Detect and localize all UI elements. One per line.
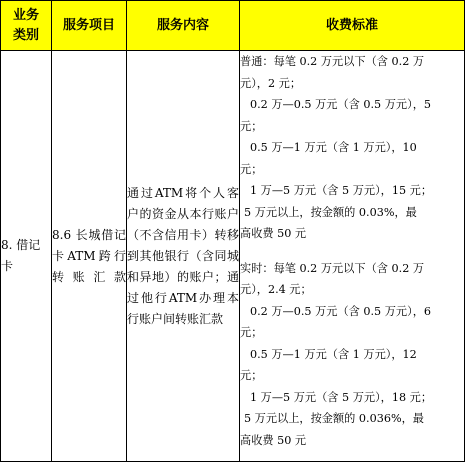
fee-realtime-line: 元； <box>240 369 263 382</box>
fee-regular-line: 普通：每笔 0.2 万元以下（含 0.2 万 <box>240 55 425 68</box>
header-item: 服务项目 <box>52 1 127 51</box>
header-category: 业务类别 <box>1 1 52 51</box>
fee-realtime-line: 元），2.4 元； <box>240 283 312 296</box>
fee-regular-line: 高收费 50 元 <box>240 227 307 240</box>
content-cell: 通过ATM将个人客户的资金从本行账户（不含信用卡）转移到其他银行（含同城和异地）的账户；通过他行ATM办理本行账户间转账汇款 <box>127 51 240 462</box>
header-fee: 收费标准 <box>240 1 465 51</box>
fee-regular-line: 元），2 元； <box>240 76 302 90</box>
header-row <box>1 1 465 51</box>
fee-regular-line: 1 万—5 万元（含 5 万元），15 元； <box>250 184 433 197</box>
section-gap <box>240 245 464 258</box>
fee-regular-line: 元； <box>240 119 263 133</box>
fee-realtime-line: 0.2 万—0.5 万元（含 0.5 万元），6 <box>250 304 431 318</box>
category-cell: 8. 借记卡 <box>1 51 52 462</box>
item-cell: 8.6 长城借记卡ATM跨行转账汇款 <box>52 51 127 462</box>
fee-realtime-line: 1 万—5 万元（含 5 万元），18 元； <box>250 390 433 404</box>
fee-regular-line: 5 万元以上，按金额的 0.03%，最 <box>244 205 417 219</box>
table-row <box>1 51 465 462</box>
header-content: 服务内容 <box>127 1 240 51</box>
fee-regular-line: 元； <box>240 162 263 176</box>
fee-regular-line: 0.2 万—0.5 万元（含 0.5 万元），5 <box>250 98 431 111</box>
fee-regular-line: 0.5 万—1 万元（含 1 万元），10 <box>250 141 417 154</box>
fee-realtime-line: 元； <box>240 326 263 339</box>
fee-cell <box>240 51 465 462</box>
fee-realtime-line: 实时：每笔 0.2 万元以下（含 0.2 万 <box>240 261 425 275</box>
fee-realtime-line: 高收费 50 元 <box>240 433 307 447</box>
fee-realtime-line: 0.5 万—1 万元（含 1 万元），12 <box>250 347 417 361</box>
fee-realtime-line: 5 万元以上，按金额的 0.036%，最 <box>244 412 424 425</box>
